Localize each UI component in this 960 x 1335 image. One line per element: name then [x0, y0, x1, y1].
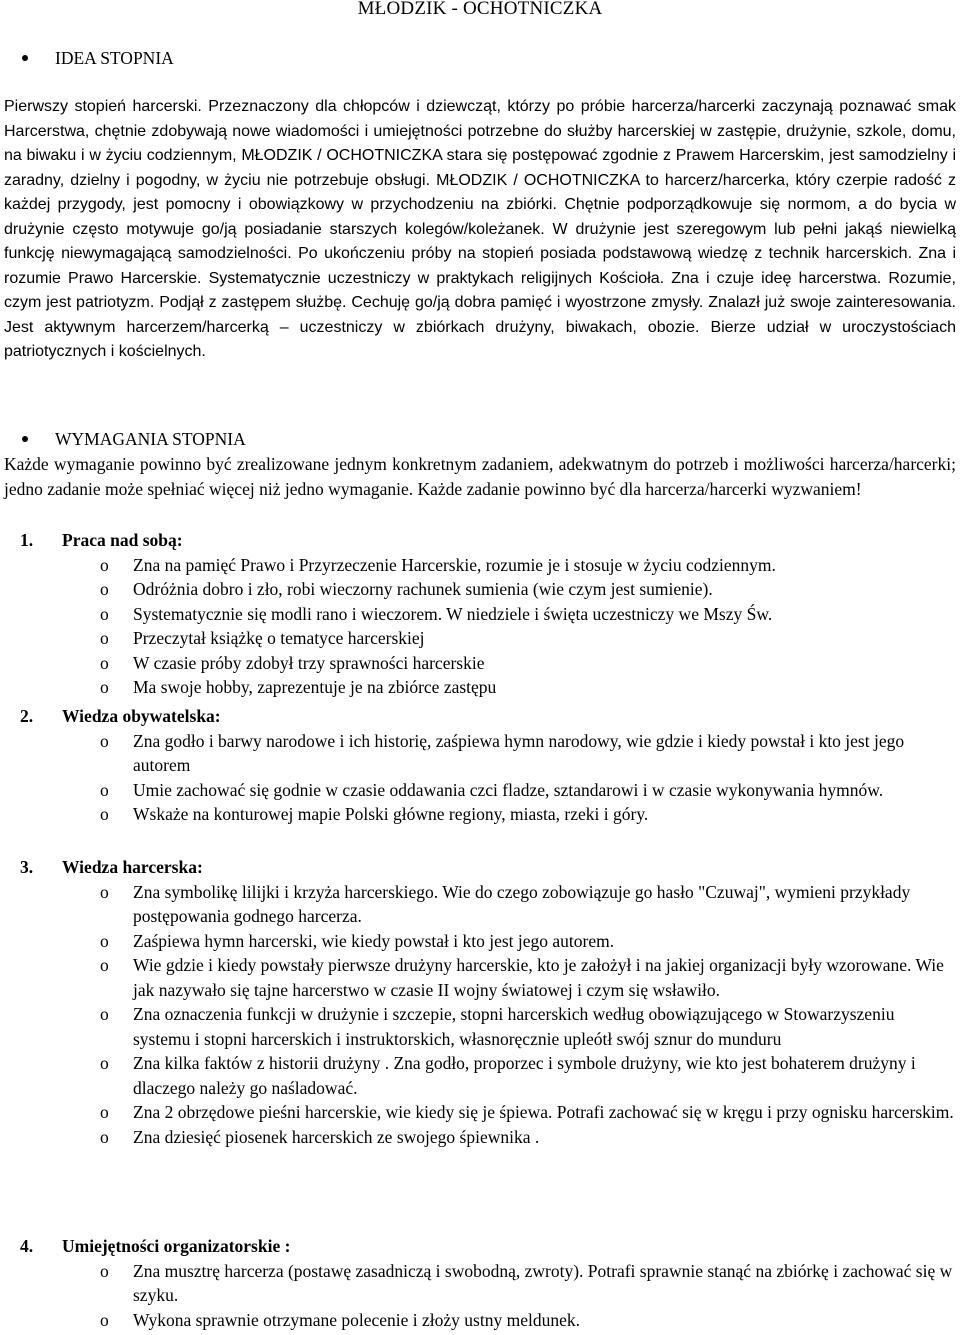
circle-bullet-icon: o	[100, 930, 109, 951]
list-item: o Wykona sprawnie otrzymane polecenie i złoży ustny meldunek.	[20, 1308, 960, 1333]
requirement-list	[20, 1259, 960, 1333]
circle-bullet-icon: o	[100, 779, 109, 800]
requirement-label: Wiedza obywatelska:	[62, 706, 221, 726]
section-heading-text: IDEA STOPNIA	[55, 48, 174, 68]
requirement-list	[20, 729, 960, 827]
circle-bullet-icon: o	[100, 579, 109, 599]
requirement-heading	[20, 704, 960, 729]
list-item: o Zna oznaczenia funkcji w drużynie i szczepie, stopni harcerskich według obowiązującego w Stowarzyszeniu systemu i stopni harcerskich i instruktorskich, własnoręcznie upleótł swój sznur do munduru	[100, 1004, 895, 1049]
requirement-label: Wiedza harcerska:	[62, 857, 203, 877]
circle-bullet-icon: o	[100, 652, 109, 673]
document-title: MŁODZIK - OCHOTNICZKA	[357, 0, 603, 19]
bullet-icon	[22, 55, 28, 61]
list-item: o Wskaże na konturowej mapie Polski główne regiony, miasta, rzeki i góry.	[20, 802, 960, 827]
requirement-label: Praca nad sobą:	[62, 530, 183, 550]
section-heading-idea	[22, 46, 174, 70]
circle-bullet-icon: o	[100, 628, 109, 648]
list-item: o Wie gdzie i kiedy powstały pierwsze drużyny harcerskie, kto je założył i na jakiej organizacji były wzorowane. Wie jak nazywało się tajne harcerstwo w czasie II wojny światowej i czym się wsławiło.	[100, 955, 944, 1000]
circle-bullet-icon: o	[100, 955, 109, 975]
list-item: o Zna na pamięć Prawo i Przyrzeczenie Harcerskie, rozumie je i stosuje w życiu codziennym.	[20, 553, 960, 578]
circle-bullet-icon: o	[100, 677, 109, 697]
requirement-section	[20, 704, 960, 827]
requirement-section	[20, 855, 960, 1149]
list-item: o Przeczytał książkę o tematyce harcerskiej	[20, 626, 960, 651]
circle-bullet-icon: o	[100, 804, 109, 824]
requirement-section	[20, 528, 960, 700]
circle-bullet-icon: o	[100, 554, 109, 575]
circle-bullet-icon: o	[100, 881, 109, 902]
list-item: o Umie zachować się godnie w czasie oddawania czci fladze, sztandarowi i w czasie wykonywania hymnów.	[20, 778, 960, 803]
idea-paragraph-text: Pierwszy stopień harcerski. Przeznaczony dla chłopców i dziewcząt, którzy po próbie harcerza/harcerki zaczynają poznawać smak Harcerstwa, chętnie zdobywają nowe wiadomości i umiejętności potrzebne do służby harcerskiej w zastępie, drużynie, szkole, domu, na biwaku i w życiu codziennym, MŁODZIK / OCHOTNICZKA stara się postępować zgodnie z Prawem Harcerskim, jest samodzielny i zaradny, dzielny i pogodny, w życiu nie potrzebuje obsługi. MŁODZIK / OCHOTNICZKA to harcerz/harcerka, który czerpie radość z każdej przygody, jest pomocny i obowiązkowy w przychodzeniu na zbiórki. Chętnie podporządkowuje się normom, a do bycia w drużynie często motywuje go/ją posiadanie starszych kolegów/koleżanek. W drużynie jest szeregowym lub pełni jakąś niewielką funkcję niewymagającą samodzielności. Po ukończeniu próby na stopień posiada podstawową wiedzę z technik harcerskich. Zna i rozumie Prawo Harcerskie. Systematycznie uczestniczy w praktykach religijnych Kościoła. Zna i czuje ideę harcerstwa. Rozumie, czym jest patriotyzm. Podjął z zastępem służbę. Cechuję go/ją dobra pamięć i wyostrzone zmysły. Znalazł już swoje zainteresowania. Jest aktywnym harcerzem/harcerką – uczestniczy w zbiórkach drużyny, biwakach, obozie. Bierze udział w uroczystościach patriotycznych i kościelnych.	[4, 98, 956, 360]
requirements-intro-text: Każde wymaganie powinno być zrealizowane jednym konkretnym zadaniem, adekwatnym do potrzeb i możliwości harcerza/harcerki; jedno zadanie może spełniać więcej niż jedno wymaganie. Każde zadanie powinno być dla harcerza/harcerki wyzwaniem!	[4, 454, 956, 499]
list-item: o Zna musztrę harcerza (postawę zasadniczą i swobodną, zwroty). Potrafi sprawnie stanąć na zbiórkę i zachować się w szyku.	[100, 1260, 953, 1305]
requirement-label: Umiejętności organizatorskie :	[62, 1236, 291, 1256]
list-item: o Zna godło i barwy narodowe i ich historię, zaśpiewa hymn narodowy, wie gdzie i kiedy powstał i kto jest jego autorem	[100, 730, 905, 775]
circle-bullet-icon: o	[100, 1053, 109, 1073]
list-item: o W czasie próby zdobył trzy sprawności harcerskie	[20, 651, 960, 676]
requirement-list	[20, 553, 960, 700]
circle-bullet-icon: o	[100, 1102, 109, 1122]
circle-bullet-icon: o	[100, 1260, 109, 1281]
requirement-number: 2.	[20, 706, 34, 726]
section-heading-text: WYMAGANIA STOPNIA	[55, 429, 246, 449]
requirement-section	[20, 1234, 960, 1332]
list-item: o Zna 2 obrzędowe pieśni harcerskie, wie kiedy się je śpiewa. Potrafi zachować się w kręgu i przy ognisku harcerskim.	[20, 1100, 960, 1125]
requirement-heading	[20, 1234, 960, 1259]
circle-bullet-icon: o	[100, 1126, 109, 1147]
requirement-number: 1.	[20, 530, 34, 550]
circle-bullet-icon: o	[100, 1309, 109, 1330]
requirement-heading	[20, 855, 960, 880]
section-heading-requirements	[22, 427, 246, 451]
bullet-icon	[22, 436, 28, 442]
requirement-list	[20, 880, 960, 1150]
list-item: o Ma swoje hobby, zaprezentuje je na zbiórce zastępu	[20, 675, 960, 700]
list-item: o Zna kilka faktów z historii drużyny . Zna godło, proporzec i symbole drużyny, wie kto jest bohaterem drużyny i dlaczego należy go naśladować.	[100, 1053, 916, 1098]
requirements-intro	[4, 452, 956, 501]
list-item: o Odróżnia dobro i zło, robi wieczorny rachunek sumienia (wie czym jest sumienie).	[20, 577, 960, 602]
list-item: o Zna symbolikę lilijki i krzyża harcerskiego. Wie do czego zobowiązuje go hasło "Czuwaj", wymieni przykłady postępowania godnego harcerza.	[100, 881, 911, 926]
idea-paragraph	[4, 95, 956, 365]
circle-bullet-icon: o	[100, 730, 109, 751]
requirement-heading	[20, 528, 960, 553]
circle-bullet-icon: o	[100, 1004, 109, 1024]
list-item: o Zaśpiewa hymn harcerski, wie kiedy powstał i kto jest jego autorem.	[20, 929, 960, 954]
circle-bullet-icon: o	[100, 603, 109, 624]
list-item: o Systematycznie się modli rano i wieczorem. W niedziele i święta uczestniczy we Mszy Św.	[20, 602, 960, 627]
requirement-number: 3.	[20, 857, 34, 877]
requirement-number: 4.	[20, 1236, 34, 1256]
list-item: o Zna dziesięć piosenek harcerskich ze swojego śpiewnika .	[20, 1125, 960, 1150]
